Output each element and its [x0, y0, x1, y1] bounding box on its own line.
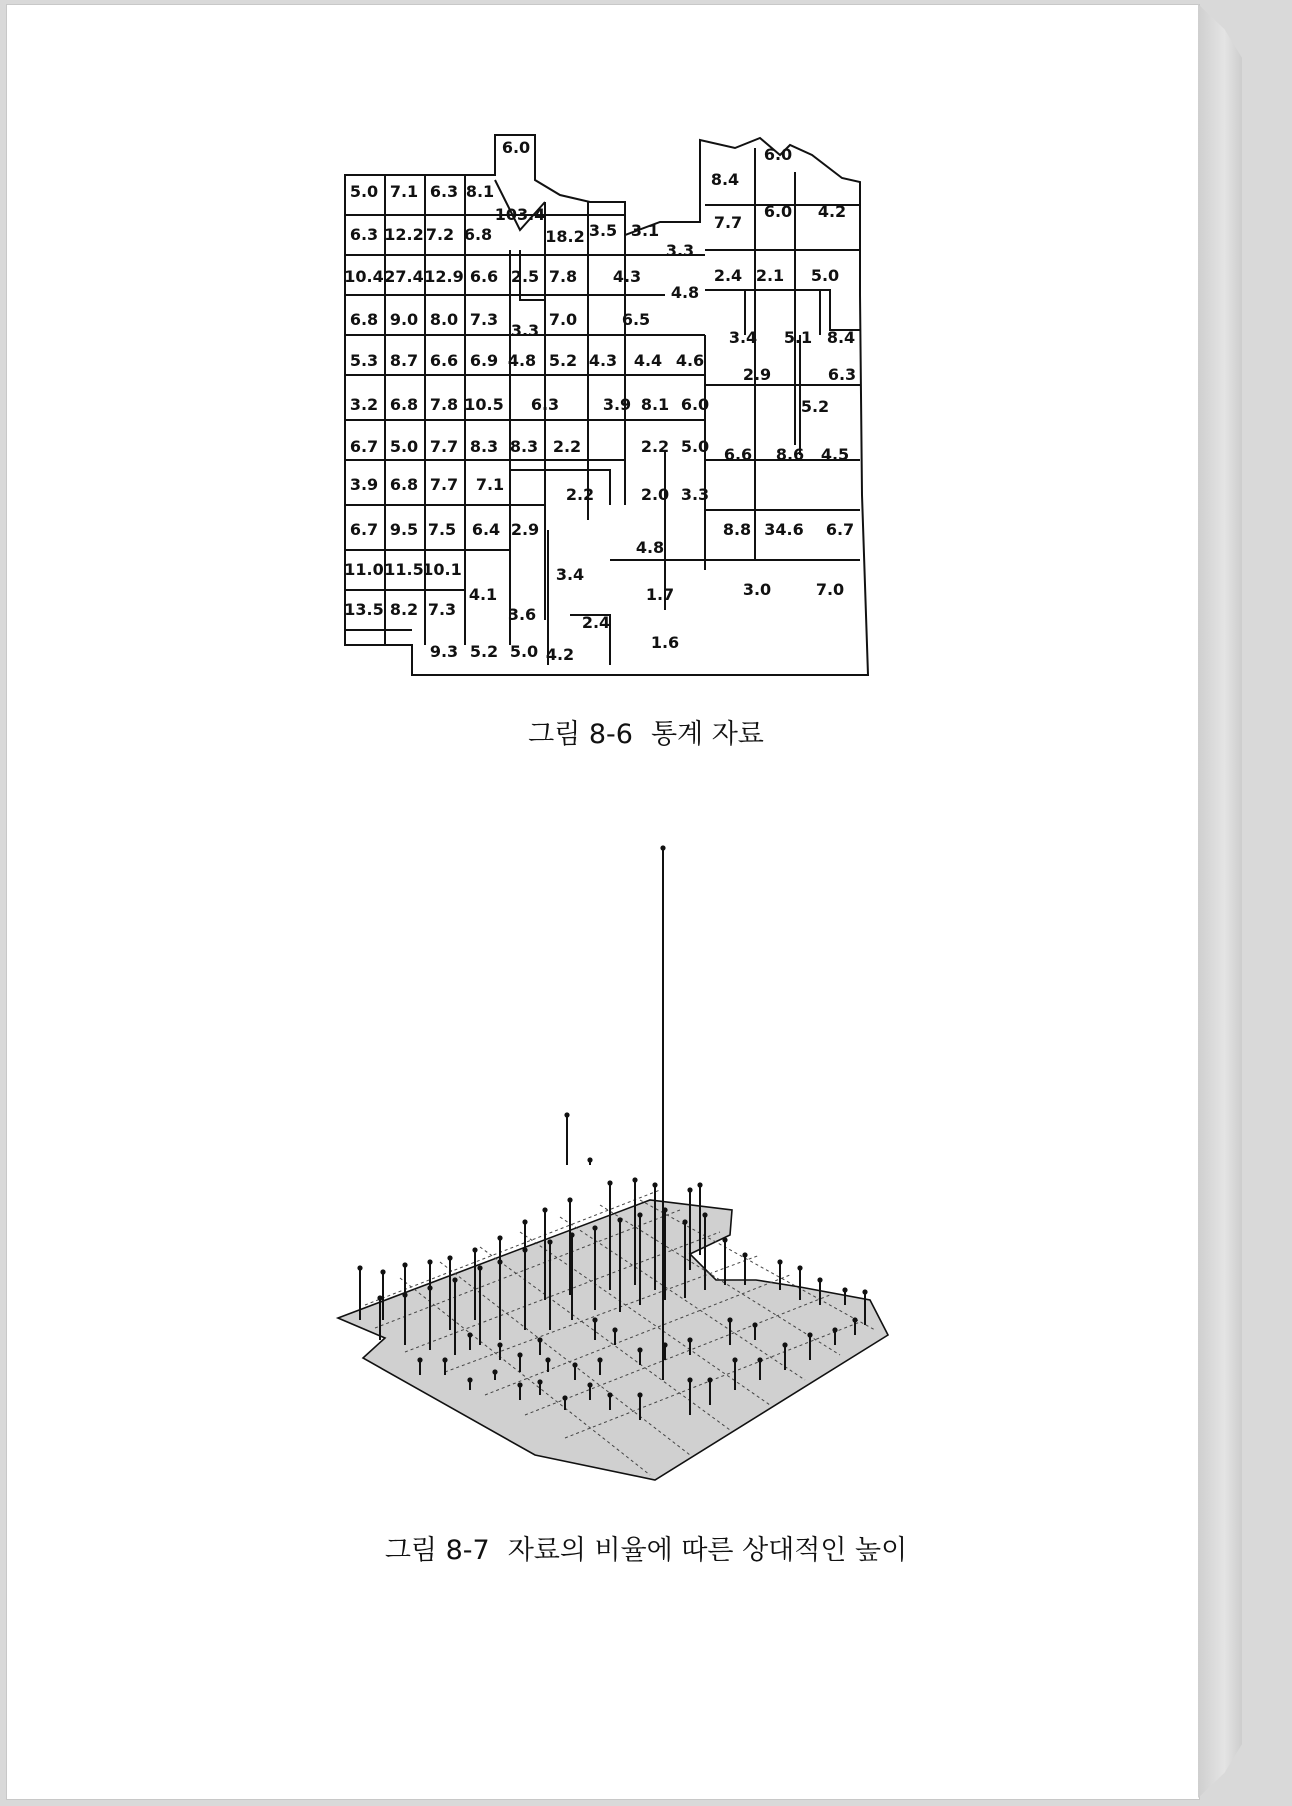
county-value-label: 6.6 — [429, 351, 459, 370]
height-pin-head — [687, 1337, 692, 1342]
county-value-label: 11.5 — [384, 560, 424, 579]
county-value-label: 4.2 — [817, 202, 847, 221]
height-pin-head — [517, 1352, 522, 1357]
county-value-label: 6.7 — [349, 520, 379, 539]
height-pin-head — [447, 1255, 452, 1260]
county-value-label: 6.4 — [471, 520, 501, 539]
county-value-label: 12.2 — [384, 225, 424, 244]
county-value-label: 7.7 — [429, 437, 459, 456]
county-value-label: 7.3 — [469, 310, 499, 329]
height-pin-head — [452, 1277, 457, 1282]
county-value-label: 6.9 — [469, 351, 499, 370]
height-pin-head — [380, 1269, 385, 1274]
height-pin-head — [632, 1177, 637, 1182]
height-pin-head — [587, 1157, 592, 1162]
county-value-label: 7.1 — [389, 182, 419, 201]
height-pin-head — [732, 1357, 737, 1362]
county-value-label: 5.3 — [349, 351, 379, 370]
height-pin-head — [757, 1357, 762, 1362]
county-value-label: 2.4 — [581, 613, 611, 632]
county-value-label: 7.1 — [475, 475, 505, 494]
county-value-label: 7.5 — [427, 520, 457, 539]
county-value-label: 8.2 — [389, 600, 419, 619]
county-value-label: 4.4 — [633, 351, 663, 370]
county-value-label: 8.7 — [389, 351, 419, 370]
county-value-label: 3.5 — [588, 221, 618, 240]
county-value-label: 8.4 — [710, 170, 740, 189]
height-pin-head — [477, 1265, 482, 1270]
county-value-label: 7.2 — [425, 225, 455, 244]
height-pin-head — [564, 1112, 569, 1117]
height-pin-head — [567, 1197, 572, 1202]
county-value-label: 34.6 — [764, 520, 804, 539]
county-value-label: 3.1 — [630, 221, 660, 240]
height-pin-head — [862, 1289, 867, 1294]
county-value-label: 3.9 — [602, 395, 632, 414]
county-value-label: 103.4 — [494, 205, 546, 224]
county-value-label: 2.9 — [742, 365, 772, 384]
height-pin-head — [497, 1342, 502, 1347]
county-value-label: 5.0 — [509, 642, 539, 661]
county-statistics-map — [340, 125, 880, 680]
county-value-label: 8.8 — [722, 520, 752, 539]
height-pin-head — [522, 1219, 527, 1224]
county-value-label: 27.4 — [384, 267, 424, 286]
county-value-label: 3.3 — [665, 241, 695, 260]
height-pin-head — [652, 1182, 657, 1187]
county-value-label: 2.1 — [755, 266, 785, 285]
height-pin-head — [817, 1277, 822, 1282]
height-pin-head — [702, 1212, 707, 1217]
county-value-label: 5.0 — [349, 182, 379, 201]
county-value-label: 2.2 — [552, 437, 582, 456]
height-pin-head — [427, 1285, 432, 1290]
county-value-label: 5.2 — [548, 351, 578, 370]
height-pin-head — [597, 1357, 602, 1362]
county-value-label: 4.3 — [612, 267, 642, 286]
county-value-label: 6.3 — [827, 365, 857, 384]
county-value-label: 11.0 — [344, 560, 384, 579]
county-boundary — [510, 470, 610, 505]
county-value-label: 6.8 — [349, 310, 379, 329]
height-pin-head — [545, 1357, 550, 1362]
county-value-label: 12.9 — [424, 267, 464, 286]
county-value-label: 10.1 — [422, 560, 462, 579]
figure-8-7-title: 자료의 비율에 따른 상대적인 높이 — [507, 1535, 908, 1566]
height-pin-head — [707, 1377, 712, 1382]
county-value-label: 2.0 — [640, 485, 670, 504]
county-value-label: 7.3 — [427, 600, 457, 619]
county-value-label: 9.0 — [389, 310, 419, 329]
county-value-label: 3.9 — [349, 475, 379, 494]
county-value-label: 10.5 — [464, 395, 504, 414]
county-value-label: 6.0 — [763, 202, 793, 221]
county-value-label: 8.0 — [429, 310, 459, 329]
relative-height-pin-map — [330, 830, 900, 1510]
county-value-label: 4.3 — [588, 351, 618, 370]
county-value-label: 3.2 — [349, 395, 379, 414]
height-pin-head — [782, 1342, 787, 1347]
height-pin-head — [842, 1287, 847, 1292]
county-value-label: 6.8 — [389, 475, 419, 494]
figure-8-7-caption — [0, 1528, 1292, 1567]
height-pin-head — [742, 1252, 747, 1257]
height-pin-head — [697, 1182, 702, 1187]
county-value-label: 2.9 — [510, 520, 540, 539]
height-pin-head — [807, 1332, 812, 1337]
county-value-label: 6.8 — [389, 395, 419, 414]
height-pin-head — [607, 1180, 612, 1185]
county-value-label: 2.2 — [640, 437, 670, 456]
county-value-label: 2.4 — [713, 266, 743, 285]
county-value-label: 6.3 — [349, 225, 379, 244]
county-value-label: 18.2 — [545, 227, 585, 246]
county-value-label: 8.1 — [640, 395, 670, 414]
county-value-label: 3.4 — [555, 565, 585, 584]
county-value-label: 7.8 — [429, 395, 459, 414]
county-value-label: 6.7 — [349, 437, 379, 456]
county-value-label: 6.5 — [621, 310, 651, 329]
height-pin-head — [517, 1382, 522, 1387]
height-pin-head — [592, 1225, 597, 1230]
county-value-label: 4.8 — [670, 283, 700, 302]
height-pin-head — [722, 1237, 727, 1242]
height-pin-head — [402, 1292, 407, 1297]
height-pin-head — [417, 1357, 422, 1362]
height-pin-head — [377, 1295, 382, 1300]
height-pin-head — [467, 1332, 472, 1337]
county-value-label: 6.7 — [825, 520, 855, 539]
county-value-label: 6.0 — [763, 145, 793, 164]
height-pin-head — [832, 1327, 837, 1332]
height-pin-head — [427, 1259, 432, 1264]
height-pin-head — [777, 1259, 782, 1264]
county-value-label: 8.6 — [775, 445, 805, 464]
height-pin-head — [537, 1337, 542, 1342]
county-value-label: 7.7 — [713, 213, 743, 232]
height-pin-head — [497, 1259, 502, 1264]
height-pin-head — [797, 1265, 802, 1270]
height-pin-head — [497, 1235, 502, 1240]
county-value-label: 6.8 — [463, 225, 493, 244]
height-pin-head — [637, 1212, 642, 1217]
height-pin-head — [442, 1357, 447, 1362]
height-pin-head — [637, 1347, 642, 1352]
height-pin-head — [727, 1317, 732, 1322]
county-value-label: 5.2 — [469, 642, 499, 661]
figure-8-6-title: 통계 자료 — [650, 719, 764, 750]
height-pin-head — [542, 1207, 547, 1212]
height-pin-head — [472, 1247, 477, 1252]
height-pin-head — [492, 1369, 497, 1374]
height-pin-head — [687, 1187, 692, 1192]
county-value-label: 8.1 — [465, 182, 495, 201]
county-value-label: 4.8 — [507, 351, 537, 370]
height-pin-head — [537, 1379, 542, 1384]
height-pin-head — [752, 1322, 757, 1327]
county-value-label: 5.0 — [680, 437, 710, 456]
county-value-label: 5.2 — [800, 397, 830, 416]
county-value-label: 6.3 — [429, 182, 459, 201]
county-value-label: 1.6 — [650, 633, 680, 652]
county-value-label: 5.0 — [810, 266, 840, 285]
county-value-label: 8.3 — [469, 437, 499, 456]
county-value-label: 2.5 — [510, 267, 540, 286]
county-value-label: 6.6 — [469, 267, 499, 286]
height-pin-head — [682, 1219, 687, 1224]
county-value-label: 1.7 — [645, 585, 675, 604]
height-pin-head — [637, 1392, 642, 1397]
county-value-label: 2.2 — [565, 485, 595, 504]
county-value-label: 6.0 — [680, 395, 710, 414]
height-pin-head — [852, 1317, 857, 1322]
height-pin-head — [562, 1395, 567, 1400]
figure-8-6-number: 그림 8-6 — [528, 719, 633, 750]
county-boundary — [705, 290, 860, 330]
county-value-label: 6.6 — [723, 445, 753, 464]
county-value-label: 8.4 — [826, 328, 856, 347]
county-value-label: 5.0 — [389, 437, 419, 456]
figure-8-6-caption — [0, 712, 1292, 751]
height-pin-head — [402, 1262, 407, 1267]
county-value-label: 3.4 — [728, 328, 758, 347]
height-pin-head — [547, 1239, 552, 1244]
height-pin-head — [467, 1377, 472, 1382]
height-pin-head — [592, 1317, 597, 1322]
county-value-label: 13.5 — [344, 600, 384, 619]
county-value-label: 6.3 — [530, 395, 560, 414]
county-value-label: 4.1 — [468, 585, 498, 604]
height-pin-head — [617, 1217, 622, 1222]
height-pin-head — [357, 1265, 362, 1270]
height-pin-head — [522, 1247, 527, 1252]
height-pin-head — [687, 1377, 692, 1382]
county-value-label: 5.1 — [783, 328, 813, 347]
county-value-label: 6.0 — [501, 138, 531, 157]
county-value-label: 9.5 — [389, 520, 419, 539]
county-value-label: 7.0 — [815, 580, 845, 599]
county-value-label: 8.3 — [509, 437, 539, 456]
county-value-label: 10.4 — [344, 267, 384, 286]
county-value-label: 7.0 — [548, 310, 578, 329]
county-value-label: 3.6 — [507, 605, 537, 624]
county-value-label: 3.3 — [510, 321, 540, 340]
height-pin-head — [607, 1392, 612, 1397]
county-value-label: 4.2 — [545, 645, 575, 664]
base-plane — [338, 1200, 888, 1480]
county-value-label: 4.5 — [820, 445, 850, 464]
county-value-label: 7.8 — [548, 267, 578, 286]
county-value-label: 4.8 — [635, 538, 665, 557]
figure-8-7-number: 그림 8-7 — [384, 1535, 490, 1566]
county-value-label: 7.7 — [429, 475, 459, 494]
height-pin-head — [662, 1207, 667, 1212]
height-pin-head — [662, 1342, 667, 1347]
height-pin-head — [569, 1232, 574, 1237]
height-pin-head — [572, 1362, 577, 1367]
height-pin-head — [612, 1327, 617, 1332]
county-value-label: 9.3 — [429, 642, 459, 661]
height-pin-head — [587, 1382, 592, 1387]
county-value-label: 3.3 — [680, 485, 710, 504]
county-value-label: 4.6 — [675, 351, 705, 370]
height-pin-head — [660, 845, 665, 850]
county-value-label: 3.0 — [742, 580, 772, 599]
